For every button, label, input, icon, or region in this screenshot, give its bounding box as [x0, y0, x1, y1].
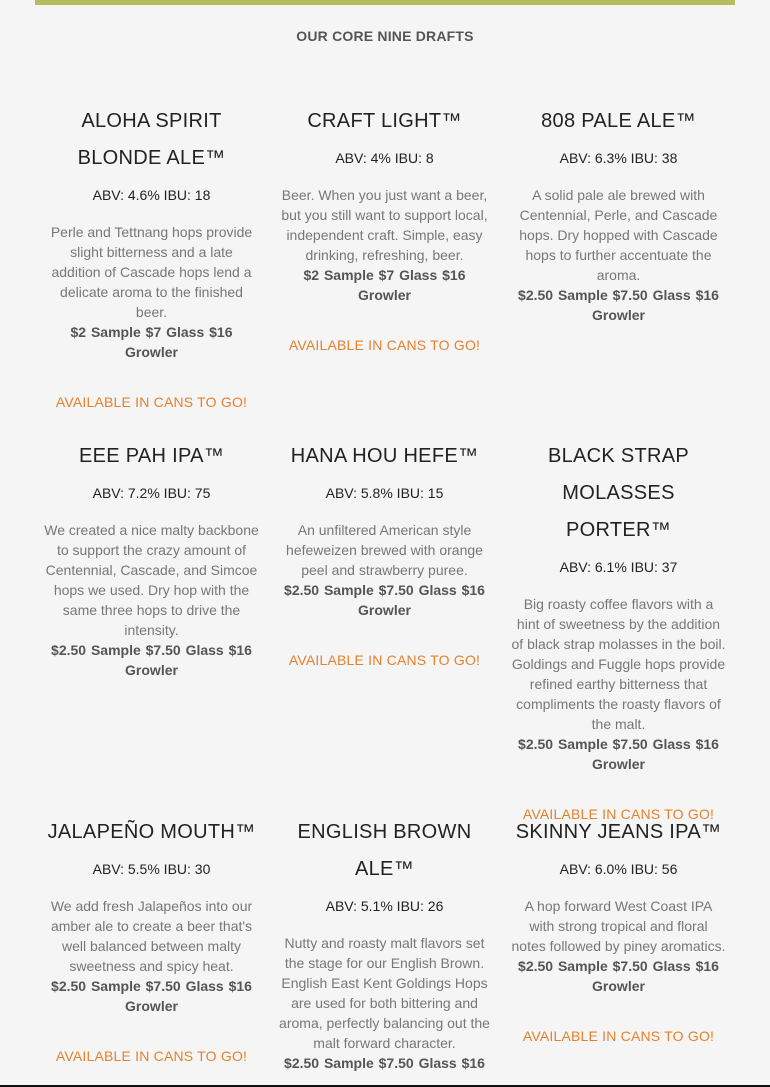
beer-stats: ABV: 6.1% IBU: 37 [559, 559, 678, 575]
cans-link[interactable]: AVAILABLE IN CANS TO GO! [55, 394, 248, 410]
section-heading: OUR CORE NINE DRAFTS [296, 28, 474, 44]
beer-prices: $2.50 Sample $7.50 Glass $16 Growler [284, 582, 485, 618]
beer-name: JALAPEÑO MOUTH™ [47, 821, 256, 843]
beer-description: A hop forward West Coast IPA with strong tropical and floral notes followed by piney aromatics. [511, 898, 726, 954]
beer-prices: $2.50 Sample $7.50 Glass $16 Growler [518, 736, 719, 772]
cans-link[interactable]: AVAILABLE IN CANS TO GO! [522, 806, 715, 822]
beer-stats: ABV: 5.8% IBU: 15 [325, 485, 444, 501]
beer-prices: $2 Sample $7 Glass $16 Growler [303, 267, 466, 303]
beer-card [511, 438, 726, 824]
beer-stats: ABV: 6.3% IBU: 38 [559, 150, 678, 166]
beer-description: Nutty and roasty malt flavors set the stage for our English Brown. English East Kent Goldings Hops are used for both bittering and aroma, perfectly balancing out the malt forward character. [279, 935, 490, 1051]
beer-prices: $2 Sample $7 Glass $16 Growler [70, 324, 233, 360]
beer-stats: ABV: 5.1% IBU: 26 [325, 898, 444, 914]
beer-stats: ABV: 7.2% IBU: 75 [92, 485, 211, 501]
beer-card [511, 814, 726, 1046]
beer-prices: $2.50 Sample $7.50 Glass $16 [284, 1055, 485, 1071]
beer-card [277, 814, 492, 1073]
beer-card [511, 103, 726, 325]
beer-stats: ABV: 4% IBU: 8 [335, 150, 434, 166]
beer-name: EEE PAH IPA™ [78, 445, 225, 467]
beer-description: Big roasty coffee flavors with a hint of sweetness by the addition of black strap molasses in the boil. Goldings and Fuggle hops provide refined earthy bitterness that compliments the roasty flavors of the malt. [511, 596, 726, 732]
beer-name: SKINNY JEANS IPA™ [515, 821, 722, 843]
accent-bar [35, 0, 735, 5]
cans-link[interactable]: AVAILABLE IN CANS TO GO! [288, 652, 481, 668]
cans-link[interactable]: AVAILABLE IN CANS TO GO! [522, 1028, 715, 1044]
beer-name: CRAFT LIGHT™ [307, 110, 462, 132]
beer-card [44, 438, 259, 680]
beer-prices: $2.50 Sample $7.50 Glass $16 Growler [518, 958, 719, 994]
beer-prices: $2.50 Sample $7.50 Glass $16 Growler [51, 978, 252, 1014]
beer-name: HANA HOU HEFE™ [290, 445, 479, 467]
beer-name: BLACK STRAP MOLASSES PORTER™ [547, 445, 690, 541]
beer-description: An unfiltered American style hefeweizen brewed with orange peel and strawberry puree. [286, 522, 483, 578]
beer-description: Beer. When you just want a beer, but you still want to support local, independent craft. Simple, easy drinking, refreshing, beer. [281, 187, 488, 263]
beer-card [44, 103, 259, 412]
beer-description: We add fresh Jalapeños into our amber ale to create a beer that's well balanced between malty sweetness and spicy heat. [50, 898, 253, 974]
beer-stats: ABV: 4.6% IBU: 18 [92, 187, 211, 203]
beer-name: ENGLISH BROWN ALE™ [297, 821, 472, 880]
beer-name: 808 PALE ALE™ [541, 110, 696, 132]
beer-card [44, 814, 259, 1066]
cans-link[interactable]: AVAILABLE IN CANS TO GO! [55, 1048, 248, 1064]
cans-link[interactable]: AVAILABLE IN CANS TO GO! [288, 337, 481, 353]
beer-stats: ABV: 5.5% IBU: 30 [92, 861, 211, 877]
beer-prices: $2.50 Sample $7.50 Glass $16 Growler [518, 287, 719, 323]
beer-card [277, 438, 492, 670]
beer-stats: ABV: 6.0% IBU: 56 [559, 861, 678, 877]
beer-description: A solid pale ale brewed with Centennial, Perle, and Cascade hops. Dry hopped with Cascade hops to further accentuate the aroma. [519, 187, 718, 283]
beer-card [277, 103, 492, 355]
beer-name: ALOHA SPIRIT BLONDE ALE™ [77, 110, 226, 169]
beer-prices: $2.50 Sample $7.50 Glass $16 Growler [51, 642, 252, 678]
beer-description: Perle and Tettnang hops provide slight bitterness and a late addition of Cascade hops lend a delicate aroma to the finished beer. [50, 224, 253, 320]
beer-description: We created a nice malty backbone to support the crazy amount of Centennial, Cascade, and Simcoe hops we used. Dry hop with the same three hops to drive the intensity. [44, 522, 259, 638]
